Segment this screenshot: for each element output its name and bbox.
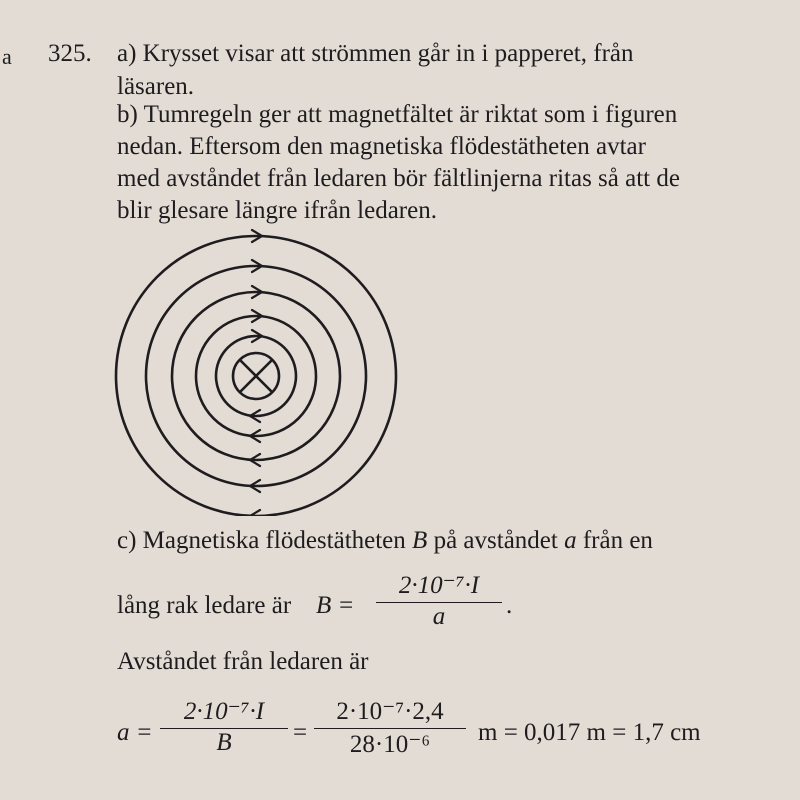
symbol-B: B — [412, 527, 428, 554]
eq-lhs: a = — [117, 719, 153, 746]
eq-fraction-1-denominator: B — [216, 729, 232, 756]
margin-mark: a — [2, 44, 12, 69]
eq-fraction-1-numerator: 2·10⁻⁷·I — [183, 698, 265, 725]
eq-fraction-1 — [160, 696, 288, 757]
part-c-text-1: c) Magnetiska flödestätheten — [117, 527, 406, 554]
eq-fraction-2 — [314, 696, 466, 759]
part-c-line-2: lång rak ledare är — [117, 592, 292, 619]
part-b-line-4: blir glesare längre ifrån ledaren. — [117, 197, 437, 224]
problem-number: 325. — [48, 40, 92, 67]
magnetic-field-diagram — [110, 226, 400, 516]
formula-lhs: B = — [316, 592, 355, 619]
part-a-text: a) Krysset visar att strömmen går in i papperet, från — [117, 40, 634, 67]
part-b-line-2: nedan. Eftersom den magnetiska flödestätheten avtar — [117, 133, 646, 160]
formula-denominator: a — [432, 603, 446, 630]
eq-result: m = 0,017 m = 1,7 cm — [478, 719, 701, 746]
part-c-text-2: på avståndet — [433, 527, 558, 554]
part-b-line-1: b) Tumregeln ger att magnetfältet är riktat som i figuren — [117, 101, 678, 128]
part-b-line-3: med avståndet från ledaren bör fältlinjerna ritas så att de — [117, 165, 680, 192]
formula-period: . — [506, 592, 513, 619]
distance-text: Avståndet från ledaren är — [117, 648, 369, 675]
cross-in-circle-icon — [233, 353, 279, 399]
symbol-a: a — [564, 527, 577, 554]
eq-equals: = — [293, 719, 308, 746]
eq-fraction-2-numerator: 2·10⁻⁷·2,4 — [336, 698, 444, 725]
part-c-intro — [117, 527, 653, 555]
eq-fraction-2-denominator: 28·10⁻⁶ — [349, 731, 431, 758]
formula-numerator: 2·10⁻⁷·I — [398, 572, 480, 599]
formula-fraction — [376, 570, 502, 631]
part-c-text-3: från en — [582, 527, 653, 554]
part-a-text-cont: läsaren. — [117, 73, 195, 100]
